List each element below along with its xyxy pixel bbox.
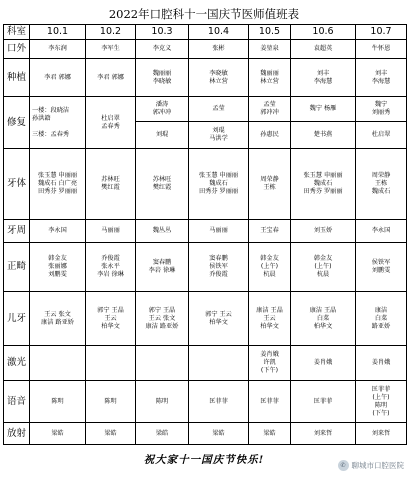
duty-cell: 郭宁 王晶 王云 柏华文 — [97, 306, 124, 330]
duty-cell: 刘来哲 — [371, 429, 391, 437]
watermark — [338, 460, 405, 471]
duty-cell: 李军生 — [101, 45, 120, 52]
wechat-logo-icon: ✆ — [338, 460, 349, 471]
duty-cell: 魏丽丽 林立营 — [260, 69, 279, 85]
dept-label: 放射 — [4, 423, 30, 445]
duty-cell: 侯铁军 刘鹏雯 — [371, 259, 391, 274]
duty-cell: 张玉慧 申丽丽 魏成石 田秀芬 罗丽丽 — [303, 172, 343, 195]
duty-cell: 刘琨 马洪学 — [209, 127, 228, 142]
duty-cell: 魏丽丽 李晓敏 — [152, 69, 172, 85]
duty-cell: 韩金友 (上午) 杭晨 — [313, 255, 333, 278]
header-dept: 科室 — [4, 25, 30, 40]
duty-cell: 楚书燕 — [313, 131, 333, 138]
duty-cell: 姜肖娥 许凯 (下午) — [260, 351, 279, 374]
duty-cell: 匡菲菲 (上午) 陈明 (下午) — [371, 385, 391, 417]
duty-cell: 刘玉娇 — [313, 227, 333, 234]
table-row — [4, 149, 407, 220]
duty-cell: 李永国 — [371, 227, 391, 234]
duty-cell: 王云 张文 康洁 路亚娇 — [41, 310, 74, 326]
duty-cell: 刘丰 李海慧 — [313, 69, 333, 85]
duty-cell: 孙惠民 — [260, 131, 279, 138]
table-row — [4, 381, 407, 423]
header-date: 10.6 — [291, 25, 356, 40]
duty-cell: 潘涛 郭冲冲 — [152, 101, 172, 116]
duty-cell: 陈明 — [51, 397, 64, 405]
duty-cell: 匡菲菲 — [260, 397, 279, 405]
duty-cell: 张玉慧 申丽丽 魏成石 白广亮 田秀芬 罗丽丽 — [37, 172, 78, 195]
duty-cell: 马丽丽 — [101, 227, 120, 234]
page-title: 2022年口腔科十一国庆节医师值班表 — [108, 7, 300, 21]
duty-cell: 刘来哲 — [313, 429, 333, 437]
duty-cell: 李君 郭娜 — [44, 73, 71, 81]
duty-cell: 匡菲菲 — [209, 397, 228, 405]
watermark-text: 聊城市口腔医院 — [351, 461, 404, 470]
duty-cell: 陈明 — [155, 397, 169, 405]
dept-label: 种植 — [4, 59, 30, 97]
header-date: 10.3 — [136, 25, 189, 40]
duty-cell: 一楼：段晓洁 孙洪籍 三楼：孟春秀 — [32, 106, 70, 138]
duty-cell: 梁皓 — [263, 429, 276, 437]
dept-label: 牙体 — [4, 149, 30, 220]
header-row — [4, 25, 407, 40]
duty-cell: 匡菲菲 — [313, 397, 333, 405]
duty-cell: 刘丰 李海慧 — [371, 69, 391, 85]
duty-cell: 王宝春 — [260, 227, 279, 234]
duty-cell: 乔俊霞 张永平 李岩 徐琳 — [97, 255, 124, 278]
duty-cell: 孟莹 郭冲冲 — [260, 101, 279, 116]
duty-cell: 张彬 — [212, 45, 225, 52]
duty-cell: 苏林旺 樊红霞 — [152, 176, 172, 191]
duty-cell: 杜启翠 孟春秀 — [101, 114, 120, 130]
table-row — [4, 243, 407, 292]
table-row — [4, 292, 407, 346]
duty-cell: 梁皓 — [51, 429, 64, 437]
dept-label: 激光 — [4, 346, 30, 381]
duty-cell: 窦春鹏 李岩 徐琳 — [148, 259, 176, 274]
table-row — [4, 423, 407, 445]
duty-cell: 魏丛丛 — [152, 227, 172, 234]
table-row — [4, 346, 407, 381]
duty-cell: 苏林旺 樊红霞 — [101, 176, 120, 191]
duty-cell: 刘琨 — [155, 131, 169, 138]
dept-label: 口外 — [4, 40, 30, 59]
duty-cell: 牛怀恩 — [371, 45, 391, 52]
header-date: 10.2 — [86, 25, 136, 40]
duty-cell: 魏宁 杨雁 — [309, 105, 337, 112]
duty-cell: 郭宁 王晶 王云 张文 康洁 路亚娇 — [145, 306, 179, 330]
duty-cell: 李东润 — [48, 45, 67, 52]
duty-cell: 梁皓 — [155, 429, 169, 437]
header-date: 10.4 — [189, 25, 249, 40]
duty-cell: 韩金友 (上午) 杭晨 — [260, 255, 279, 278]
duty-cell: 康洁 王晶 王云 柏华文 — [256, 306, 283, 330]
duty-cell: 杜启翠 — [371, 131, 391, 138]
duty-cell: 周荣静 王栋 — [260, 176, 279, 191]
duty-cell: 陈明 — [104, 397, 117, 405]
duty-cell: 康洁 王晶 白菜 柏华文 — [309, 306, 337, 330]
dept-label: 牙周 — [4, 220, 30, 243]
dept-label: 语音 — [4, 381, 30, 423]
table-row — [4, 97, 407, 122]
duty-cell: 郭宁 王云 柏华文 — [205, 310, 232, 326]
duty-roster-table — [3, 24, 407, 445]
dept-label: 儿牙 — [4, 292, 30, 346]
duty-cell: 魏宁 刘丽秀 — [371, 101, 391, 116]
table-row — [4, 40, 407, 59]
duty-cell: 李晓敏 林立营 — [209, 69, 228, 85]
dept-label: 正畸 — [4, 243, 30, 292]
duty-cell: 周荣静 王栋 魏成石 — [371, 172, 391, 195]
duty-cell: 韩金友 张丽娜 刘鹏雯 — [48, 255, 67, 278]
header-date: 10.5 — [249, 25, 291, 40]
duty-cell: 孟莹 — [212, 105, 225, 112]
duty-cell: 李永国 — [48, 227, 67, 234]
greeting-footer: 祝大家十一国庆节快乐! — [143, 454, 265, 466]
duty-cell: 袁超英 — [313, 45, 333, 52]
header-date: 10.1 — [30, 25, 86, 40]
duty-cell: 李克义 — [152, 45, 172, 52]
dept-label: 修复 — [4, 97, 30, 149]
duty-cell: 梁皓 — [104, 429, 117, 437]
duty-cell: 梁皓 — [212, 429, 225, 437]
header-date: 10.7 — [356, 25, 407, 40]
duty-cell: 窦春鹏 侯铁军 乔俊霞 — [209, 255, 228, 278]
duty-cell: 姜肖娥 — [313, 359, 333, 366]
duty-cell: 康洁 白菜 路亚娇 — [371, 306, 391, 330]
table-row — [4, 59, 407, 97]
duty-cell: 张玉慧 申丽丽 魏成石 田秀芬 罗丽丽 — [198, 172, 239, 195]
duty-cell: 李君 郭娜 — [97, 73, 124, 81]
duty-cell: 马丽丽 — [209, 227, 228, 234]
table-row — [4, 220, 407, 243]
duty-cell: 姜堃泉 — [260, 45, 279, 52]
duty-cell: 姜肖娥 — [371, 359, 391, 366]
